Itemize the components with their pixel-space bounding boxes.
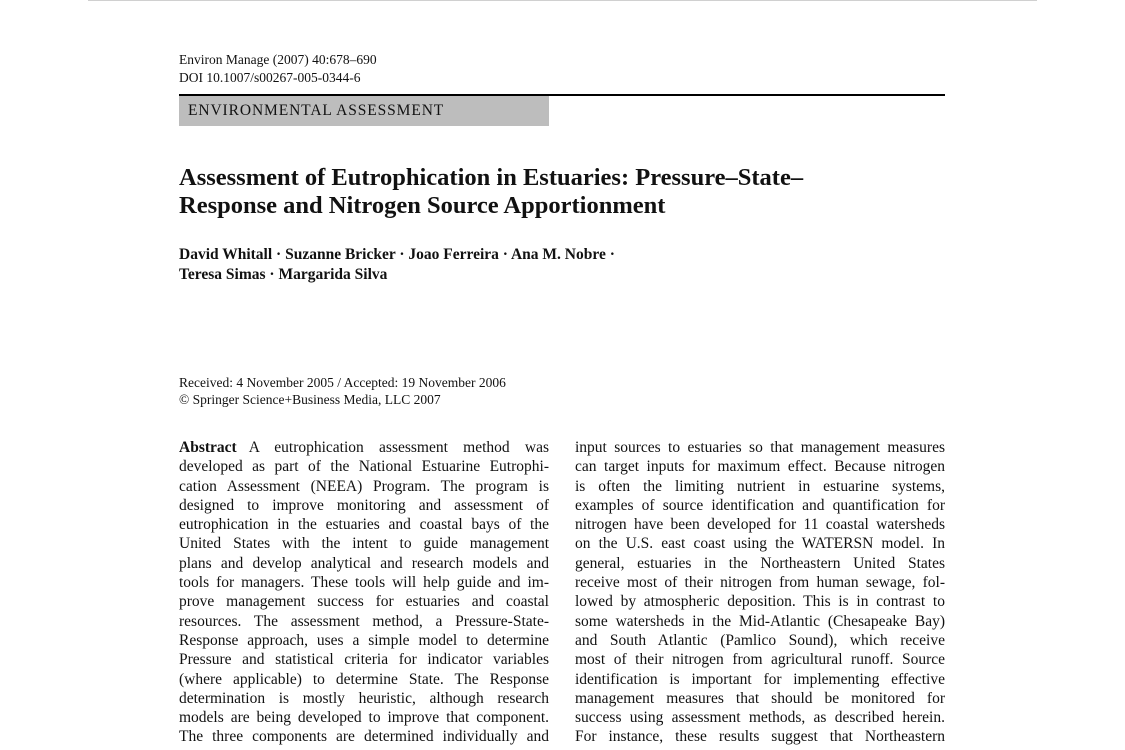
abstract-line: eutrophication in the estuaries and coastal bays of the [179,516,549,534]
paper-title [179,164,803,220]
abstract-line: some watersheds in the Mid-Atlantic (Chesapeake Bay) [575,612,945,630]
section-label: ENVIRONMENTAL ASSESSMENT [188,102,445,119]
abstract-line: prove management success for estuaries and coastal [179,593,549,611]
abstract-line: plans and develop analytical and research models and [179,554,549,572]
abstract-line: Response approach, uses a simple model to determine [179,631,549,649]
abstract-line: designed to improve monitoring and assessment of [179,496,549,514]
doi-text: DOI 10.1007/s00267-005-0344-6 [179,70,361,85]
copyright-notice: © Springer Science+Business Media, LLC 2007 [179,391,441,407]
abstract-line: For instance, these results suggest that Northeastern [575,728,945,746]
abstract-line: success using assessment methods, as described herein. [575,709,945,727]
abstract-line: can target inputs for maximum effect. Because nitrogen [575,458,945,476]
paper-title-line: Assessment of Eutrophication in Estuaries: Pressure–State– [179,164,804,191]
abstract-line: tools for managers. These tools will help guide and im- [179,574,549,592]
publication-dates [179,375,506,408]
abstract-left-column [179,438,549,747]
abstract-line: on the U.S. east coast using the WATERSN model. In [575,535,945,553]
abstract-line: Pressure and statistical criteria for indicator variables [179,651,549,669]
abstract-line: lowed by atmospheric deposition. This is in contrast to [575,593,945,611]
abstract-line: determination is mostly heuristic, although research [179,689,549,707]
abstract-line: most of their nitrogen from agricultural runoff. Source [575,651,945,669]
author-line: David Whitall · Suzanne Bricker · Joao Ferreira · Ana M. Nobre · [179,246,615,263]
abstract-line: management measures that should be monitored for [575,689,945,707]
abstract-line: is often the limiting nutrient in estuarine systems, [575,477,945,495]
abstract-line: examples of source identification and quantification for [575,496,945,514]
abstract-line: and South Atlantic (Pamlico Sound), which receive [575,631,945,649]
abstract-line: models are being developed to improve that component. [179,709,549,727]
journal-citation: Environ Manage (2007) 40:678–690 [179,52,377,67]
abstract-line: cation Assessment (NEEA) Program. The program is [179,477,549,495]
abstract-line: (where applicable) to determine State. The Response [179,670,549,688]
page-top-border [88,0,1037,1]
paper-title-line: Response and Nitrogen Source Apportionment [179,192,666,219]
abstract-line: identification is important for implementing effective [575,670,945,688]
abstract-line: resources. The assessment method, a Pressure-State- [179,612,549,630]
abstract-line-text: A eutrophication assessment method was [248,439,549,456]
abstract-line: receive most of their nitrogen from human sewage, fol- [575,574,945,592]
abstract-line: general, estuaries in the Northeastern United States [575,554,945,572]
author-line: Teresa Simas · Margarida Silva [179,265,388,283]
abstract-line: The three components are determined individually and [179,728,549,746]
received-accepted-dates: Received: 4 November 2005 / Accepted: 19 November 2006 [179,375,506,390]
abstract-line [179,438,549,457]
author-list [179,245,615,284]
abstract-label: Abstract [179,439,237,456]
abstract-line: input sources to estuaries so that management measures [575,439,945,456]
abstract-line: developed as part of the National Estuarine Eutrophi- [179,458,549,476]
section-label-band [179,96,549,126]
abstract-right-column [575,438,945,747]
abstract-line: United States with the intent to guide management [179,535,549,553]
abstract-line: nitrogen have been developed for 11 coastal watersheds [575,516,945,534]
